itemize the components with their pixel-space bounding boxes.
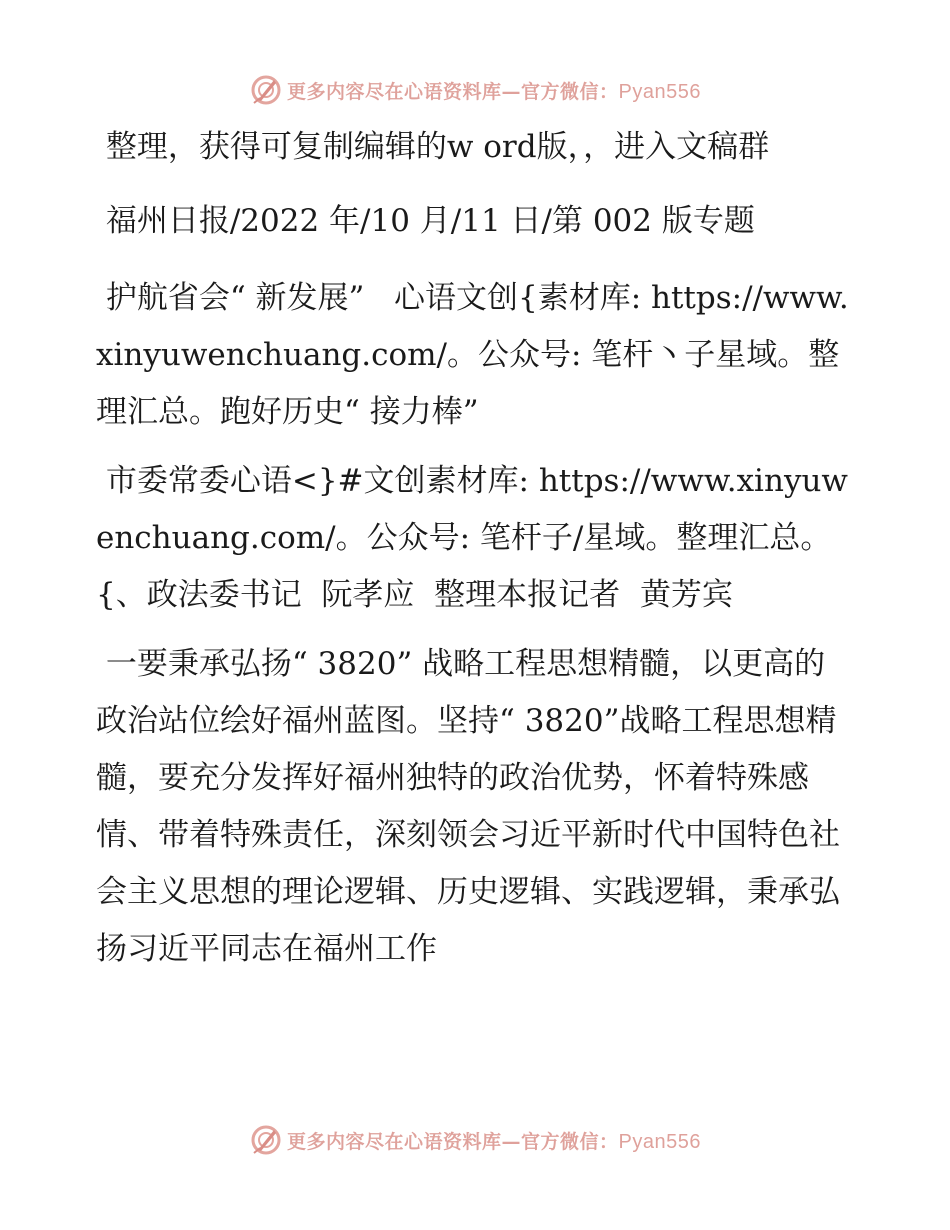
header-wechat-id: Pyan556 <box>618 80 701 103</box>
paragraph-4: 市委常委心语<}#文创素材库: https://www.xinyuwenchuang.com/。公众号: 笔杆子/星域。整理汇总。{、政法委书记 阮孝应 整理本报记者 黄芳宾 <box>96 463 848 613</box>
footer-wechat-id: Pyan556 <box>618 1130 701 1153</box>
footer-slogan <box>287 1127 701 1154</box>
quill-logo-icon <box>249 1123 283 1157</box>
header-slogan <box>287 77 701 104</box>
quill-logo-icon <box>249 73 283 107</box>
footer-slogan-text: 更多内容尽在心语资料库— <box>287 1130 522 1153</box>
footer-wechat-label: 官方微信： <box>521 1130 619 1153</box>
paragraph-2: 福州日报/2022 年/10 月/11 日/第 002 版专题 <box>96 203 755 239</box>
document-body <box>96 120 856 978</box>
paragraph-5: 一要秉承弘扬“ 3820” 战略工程思想精髓，以更高的政治站位绘好福州蓝图。坚持“ 3820”战略工程思想精髓，要充分发挥好福州独特的政治优势，怀着特殊感情、带着特殊责任，深刻领会习近平新时代中国特色社会主义思想的理论逻辑、历史逻辑、实践逻辑，秉承弘扬习近平同志在福州工作 <box>96 646 840 967</box>
footer-watermark <box>0 1118 950 1162</box>
paragraph-3: 护航省会“ 新发展” 心语文创{素材库: https://www.xinyuwenchuang.com/。公众号: 笔杆丶子星域。整理汇总。跑好历史“ 接力棒” <box>96 280 849 430</box>
header-watermark <box>0 68 950 112</box>
paragraph-1: 整理，获得可复制编辑的w ord版，，进入文稿群 <box>96 129 770 165</box>
header-wechat-label: 官方微信： <box>521 80 619 103</box>
header-slogan-text: 更多内容尽在心语资料库— <box>287 80 522 103</box>
